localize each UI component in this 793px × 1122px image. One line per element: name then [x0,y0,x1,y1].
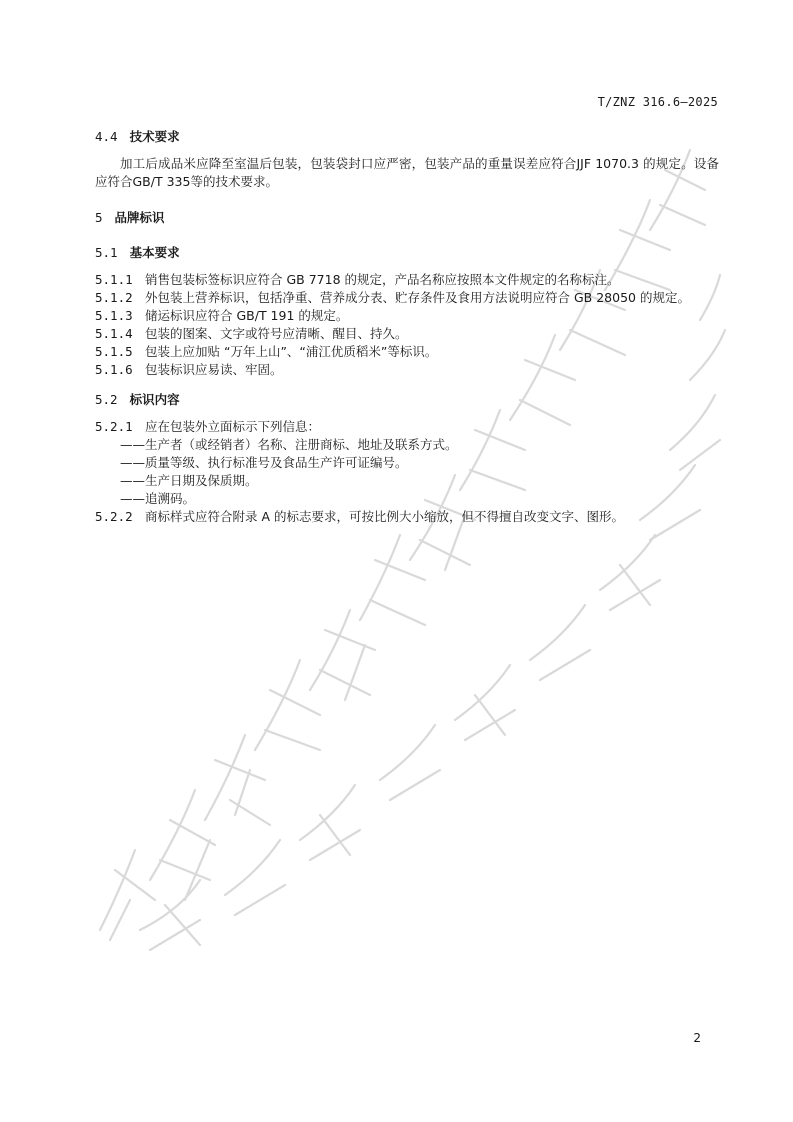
clause-item [95,325,719,343]
clause-number: 5.2.1 [95,419,133,434]
clause-text: 包装上应加贴 “万年上山”、“浦江优质稻米”等标识。 [145,344,438,359]
clause-text: 外包装上营养标识，包括净重、营养成分表、贮存条件及食用方法说明应符合 GB 28050 的规定。 [145,290,690,305]
section-title: 基本要求 [129,245,180,260]
clause-text: 储运标识应符合 GB/T 191 的规定。 [145,308,349,323]
section-number: 5.1 [95,245,118,260]
clause-text: 销售包装标签标识应符合 GB 7718 的规定，产品名称应按照本文件规定的名称标注。 [145,272,620,287]
clause-item [95,289,719,307]
section-5-2 [95,391,719,526]
clause-number: 5.2.2 [95,509,133,524]
clause-number: 5.1.4 [95,326,133,341]
clause-number: 5.1.1 [95,272,133,287]
dash-list-item: ——追溯码。 [120,491,196,506]
section-heading [95,244,719,262]
clause-item [95,343,719,361]
section-heading [95,209,719,227]
clause-number: 5.1.2 [95,290,133,305]
dash-list-item: ——质量等级、执行标准号及食品生产许可证编号。 [120,455,408,470]
dash-list-item: ——生产者（或经销者）名称、注册商标、地址及联系方式。 [120,437,458,452]
clause-list [95,418,719,526]
clause-item [95,307,719,325]
clause-list [95,271,719,379]
section-number: 4.4 [95,129,118,144]
clause-number: 5.1.5 [95,344,133,359]
clause-text: 包装标识应易读、牢固。 [145,362,283,377]
clause-text: 商标样式应符合附录 A 的标志要求，可按比例大小缩放，但不得擅自改变文字、图形。 [145,509,624,524]
clause-item [95,271,719,289]
document-code: T/ZNZ 316.6—2025 [597,95,718,109]
document-body [95,128,719,526]
clause-text: 应在包装外立面标示下列信息： [145,419,321,434]
section-4-4 [95,128,719,191]
section-number: 5 [95,210,103,225]
clause-item [95,418,719,436]
clause-number: 5.1.3 [95,308,133,323]
clause-item [95,361,719,379]
section-title: 品牌标识 [114,210,165,225]
section-heading [95,128,719,146]
section-number: 5.2 [95,392,118,407]
clause-number: 5.1.6 [95,362,133,377]
section-5-1 [95,244,719,379]
dash-list-item: ——生产日期及保质期。 [120,473,258,488]
clause-text: 包装的图案、文字或符号应清晰、醒目、持久。 [145,326,408,341]
section-title: 技术要求 [129,129,180,144]
paragraph: 加工后成品米应降至室温后包装，包装袋封口应严密，包装产品的重量误差应符合JJF 1070.3 的规定。设备应符合GB/T 335等的技术要求。 [95,156,719,189]
section-title: 标识内容 [129,392,180,407]
section-5 [95,209,719,227]
clause-item [95,508,719,526]
page-number: 2 [693,1031,701,1045]
section-heading [95,391,719,409]
